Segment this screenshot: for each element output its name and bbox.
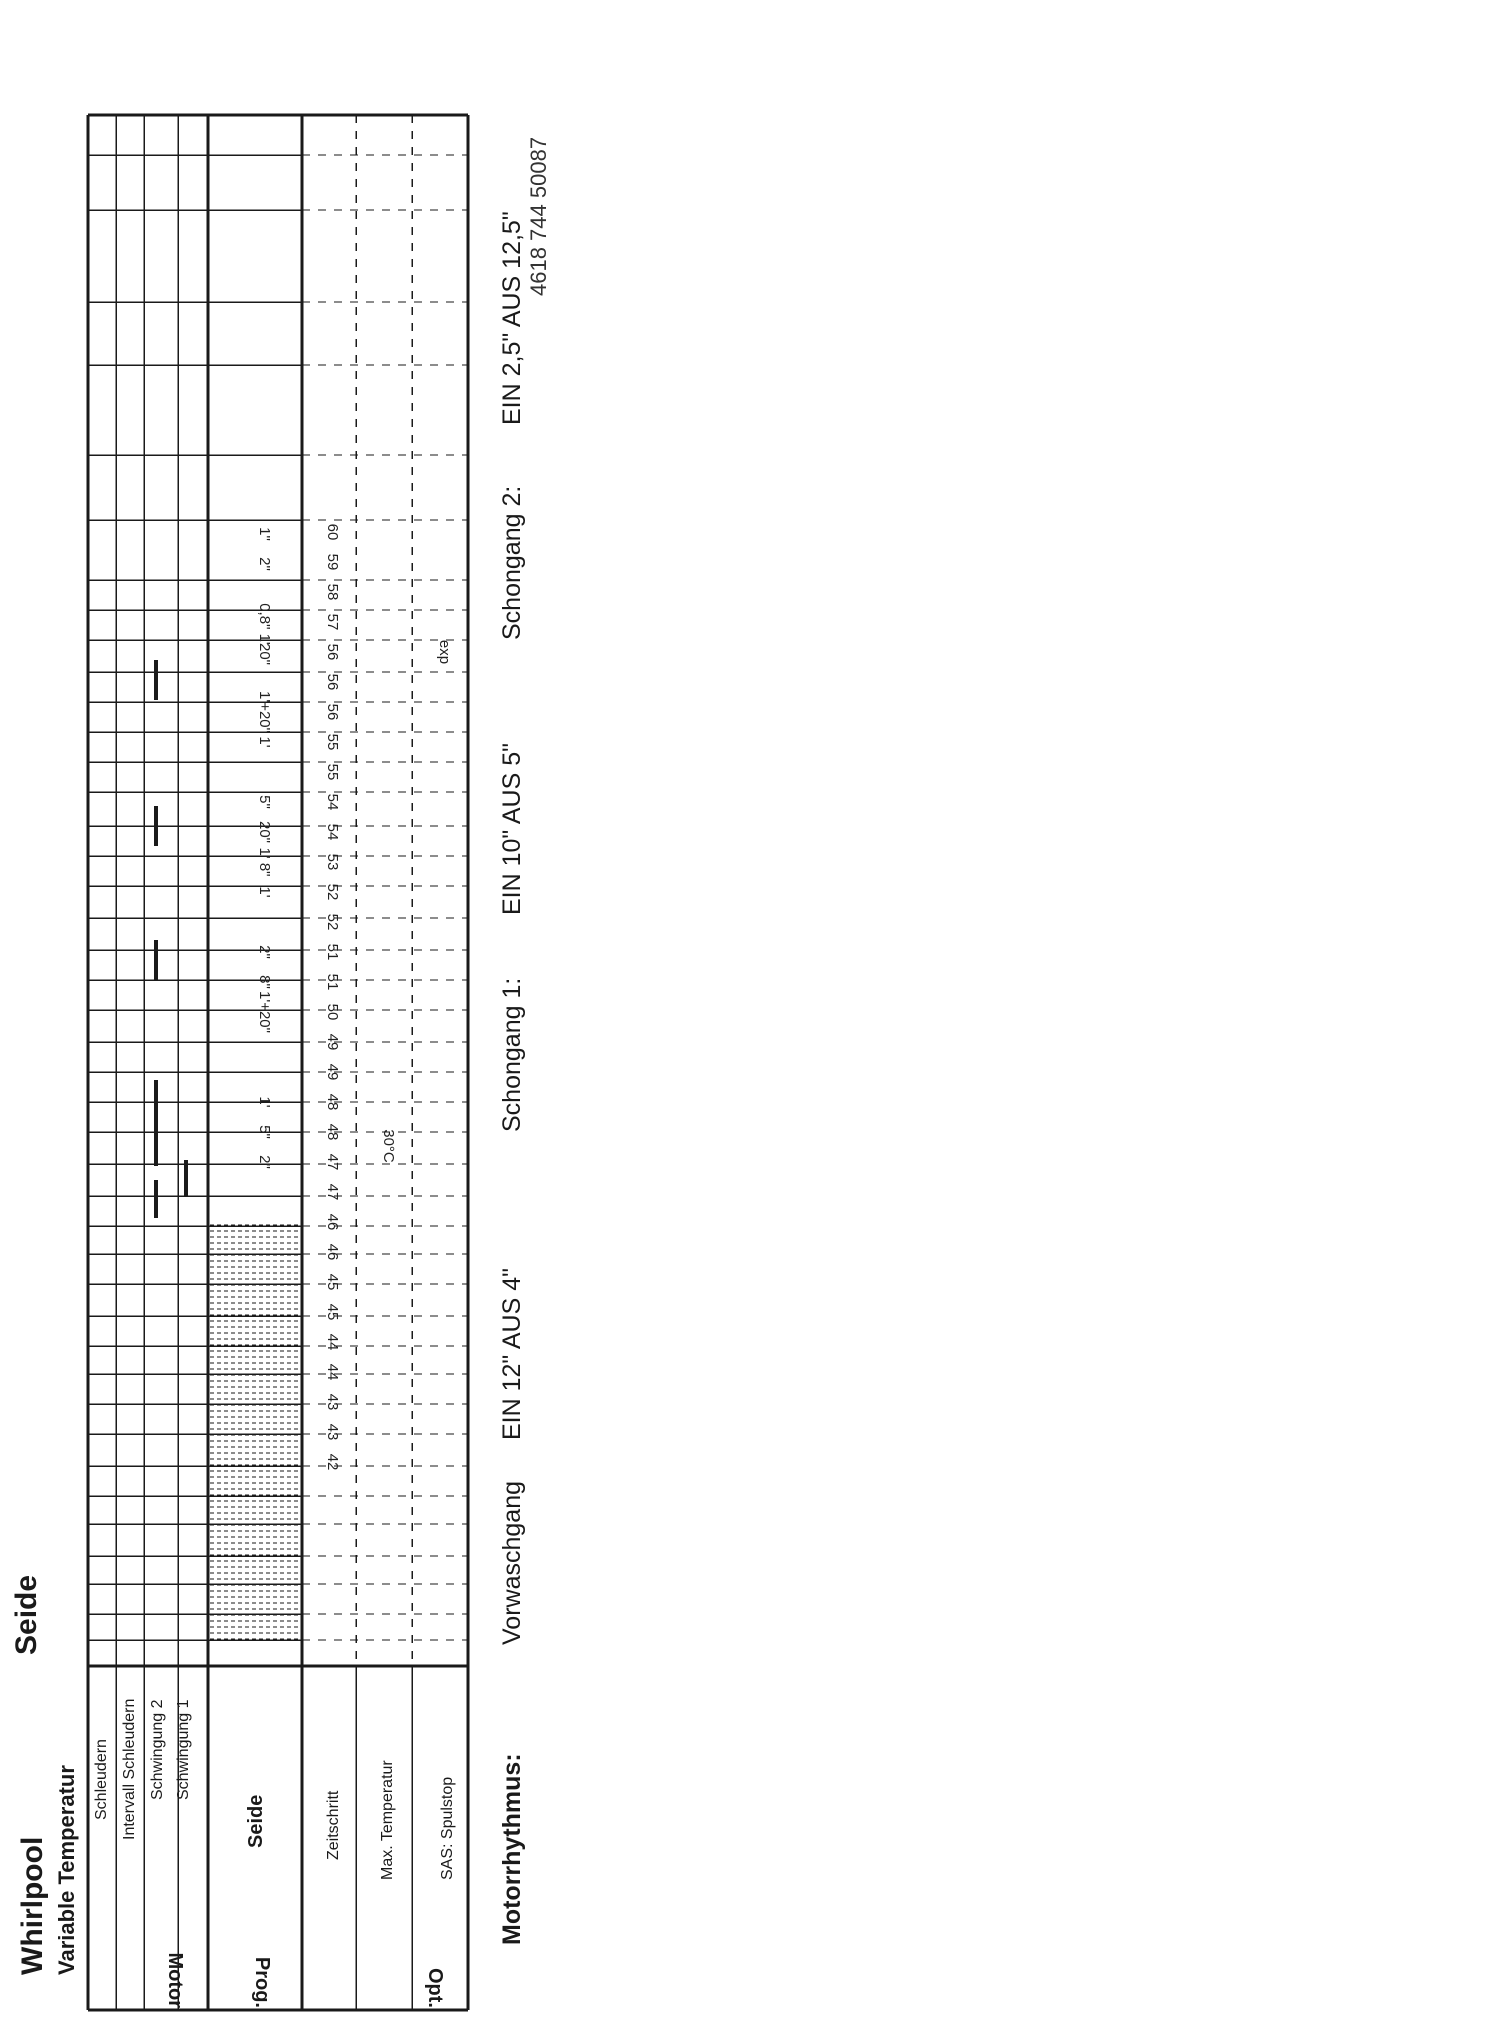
prog-value-cell: 20" <box>256 642 273 666</box>
time-step-cell: 57 <box>324 613 341 631</box>
time-step-cell: 56 <box>324 673 341 691</box>
row-label-schleudern: Schleudern <box>93 1739 110 1820</box>
prog-value-cell: 1'+20" <box>256 991 273 1033</box>
time-step-cell: 44 <box>324 1333 341 1351</box>
time-step-cell: 43 <box>324 1393 341 1411</box>
document-code: 4618 744 50087 <box>526 136 551 296</box>
time-step-cell: 47 <box>324 1153 341 1171</box>
prog-value-cell: 0,8" 1' <box>256 603 273 645</box>
time-step-cell: 42 <box>324 1453 341 1471</box>
footer-label: Motorrhythmus: <box>498 1753 526 1945</box>
opt-value-cell: exp <box>436 639 453 665</box>
time-step-cell: 49 <box>324 1033 341 1051</box>
prog-group-label: Prog. <box>251 1956 273 2008</box>
time-step-cell: 50 <box>324 1003 341 1021</box>
row-label-seide: Seide <box>245 1794 267 1848</box>
time-step-cell: 52 <box>324 883 341 901</box>
prog-value-cell: 5" <box>256 1125 273 1139</box>
footer-schongang-2-rhythm: EIN 2,5" AUS 12,5" <box>498 211 526 425</box>
brand-title: Whirlpool <box>16 1836 49 1975</box>
footer-schongang-1: Schongang 1: <box>498 977 526 1132</box>
time-step-cell: 60 <box>324 523 341 541</box>
time-step-cell: 48 <box>324 1093 341 1111</box>
time-step-cell: 45 <box>324 1303 341 1321</box>
time-step-cell: 53 <box>324 853 341 871</box>
motor-group-label: Motor <box>164 1952 186 2008</box>
program-title: Seide <box>10 1574 43 1655</box>
prog-value-cell: 1'+20" <box>256 691 273 733</box>
time-step-cell: 54 <box>324 793 341 811</box>
time-step-cell: 56 <box>324 643 341 661</box>
time-step-cell: 51 <box>324 973 341 991</box>
time-step-cell: 47 <box>324 1183 341 1201</box>
time-step-cell: 48 <box>324 1123 341 1141</box>
time-step-cell: 54 <box>324 823 341 841</box>
row-label-schwingung-1: Schwingung 1 <box>175 1699 192 1800</box>
prog-value-cell: 8" <box>256 975 273 989</box>
prog-value-cell: 1" <box>256 527 273 541</box>
row-label-intervall-schleudern: Intervall Schleudern <box>121 1698 138 1840</box>
time-step-cell: 56 <box>324 703 341 721</box>
time-step-cell: 43 <box>324 1423 341 1441</box>
prog-value-cell: 1' 8" <box>256 847 273 877</box>
time-step-cell: 49 <box>324 1063 341 1081</box>
time-step-cell: 46 <box>324 1243 341 1261</box>
prog-value-cell: 2" <box>256 1155 273 1169</box>
subtitle: Variable Temperatur <box>54 1765 79 1975</box>
time-step-cell: 59 <box>324 553 341 571</box>
opt-group-label: Opt. <box>424 1968 446 2008</box>
time-step-cell: 46 <box>324 1213 341 1231</box>
prog-value-cell: 1' <box>256 736 273 748</box>
footer-schongang-2: Schongang 2: <box>498 485 526 640</box>
prog-value-cell: 1' <box>256 886 273 898</box>
footer-vorwasch-rhythm: EIN 12" AUS 4" <box>498 1268 526 1440</box>
time-step-cell: 55 <box>324 733 341 751</box>
prog-value-cell: 1' <box>256 1096 273 1108</box>
footer-schongang-1-rhythm: EIN 10" AUS 5" <box>498 743 526 915</box>
prog-value-cell: 5" <box>256 795 273 809</box>
temp-value-cell: 30°C <box>380 1129 397 1163</box>
prog-value-cell: 2" <box>256 557 273 571</box>
time-step-cell: 58 <box>324 583 341 601</box>
row-label-max-temperatur: Max. Temperatur <box>379 1760 396 1880</box>
footer-vorwaschgang: Vorwaschgang <box>498 1480 526 1645</box>
time-step-cell: 52 <box>324 913 341 931</box>
row-label-schwingung-2: Schwingung 2 <box>149 1699 166 1800</box>
time-step-cell: 45 <box>324 1273 341 1291</box>
prog-value-cell: 20" <box>256 820 273 844</box>
time-step-cell: 44 <box>324 1363 341 1381</box>
prog-value-cell: 2" <box>256 945 273 959</box>
row-label-sas-spulstop: SAS: Spulstop <box>439 1776 456 1880</box>
time-step-cell: 51 <box>324 943 341 961</box>
row-label-zeitschritt: Zeitschritt <box>325 1790 342 1860</box>
time-step-cell: 55 <box>324 763 341 781</box>
